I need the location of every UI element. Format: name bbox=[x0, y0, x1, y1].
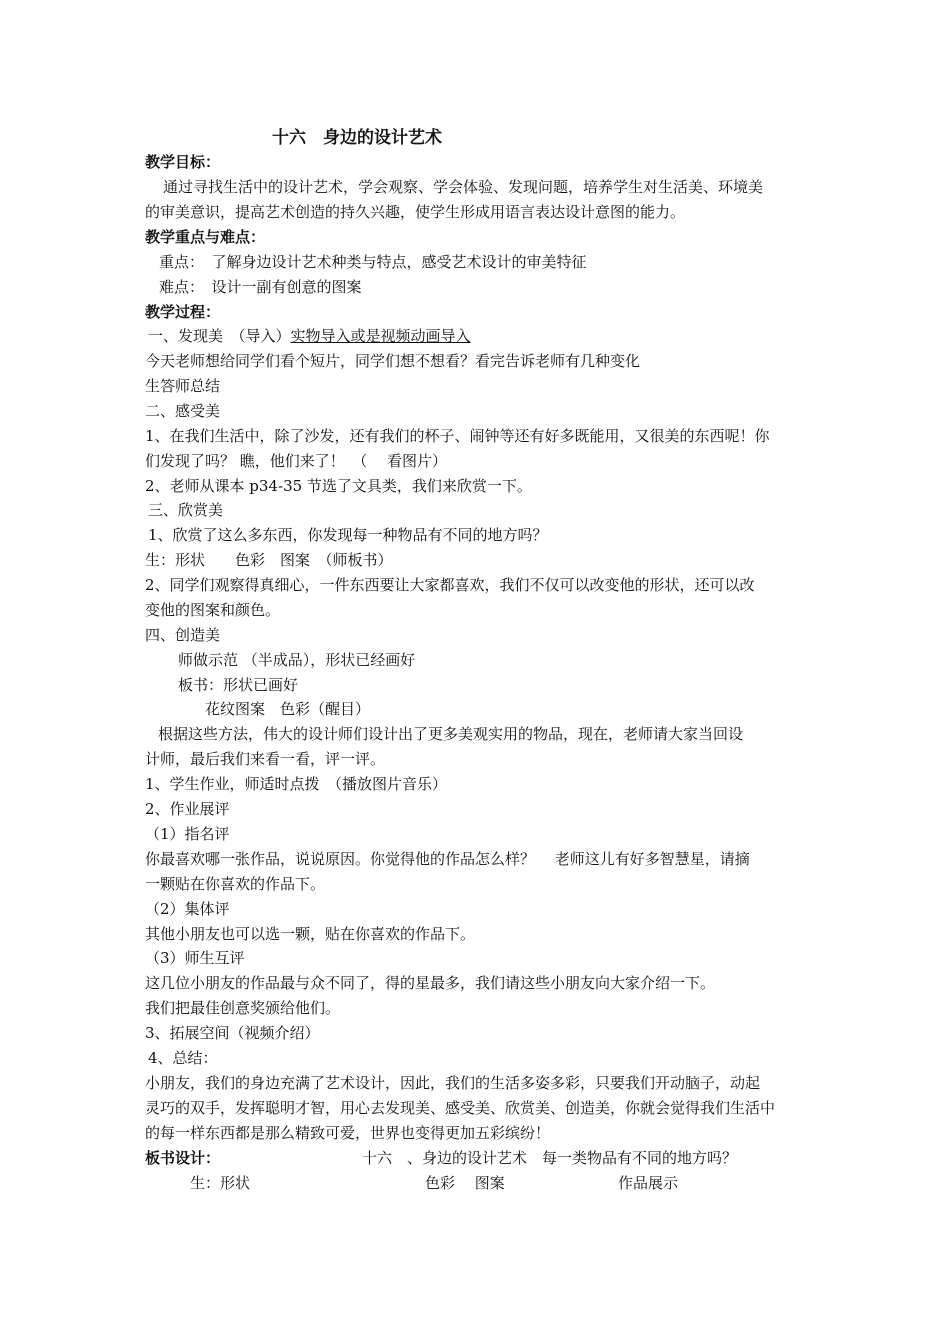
paragraph-line: 1、欣赏了这么多东西，你发现每一种物品有不同的地方吗？ bbox=[148, 526, 548, 544]
paragraph-line: 其他小朋友也可以选一颗，贴在你喜欢的作品下。 bbox=[145, 925, 476, 943]
paragraph-line: 板书：形状已画好 bbox=[178, 676, 299, 694]
paragraph-line: 的每一样东西都是那么精致可爱，世界也变得更加五彩缤纷！ bbox=[145, 1124, 551, 1142]
paragraph-line: 这几位小朋友的作品最与众不同了，得的星最多，我们请这些小朋友向大家介绍一下。 bbox=[145, 974, 716, 992]
board-title: 十六 、身边的设计艺术 每一类物品有不同的地方吗？ bbox=[362, 1149, 738, 1167]
paragraph-line: 变他的图案和颜色。 bbox=[145, 601, 281, 619]
process-heading: 教学过程： bbox=[145, 303, 221, 321]
board-show: 作品展示 bbox=[618, 1174, 679, 1192]
paragraph-line: （3）师生互评 bbox=[145, 949, 245, 967]
paragraph-line: 花纹图案 色彩（醒目） bbox=[205, 700, 371, 718]
paragraph-line: 4、总结： bbox=[148, 1049, 218, 1067]
board-color-pattern: 色彩 图案 bbox=[425, 1174, 505, 1192]
paragraph-line: 1、在我们生活中，除了沙发，还有我们的杯子、闹钟等还有好多既能用，又很美的东西呢！你 bbox=[145, 427, 770, 445]
goal-text-line: 通过寻找生活中的设计艺术，学会观察、学会体验、发现问题，培养学生对生活美、环境美 bbox=[163, 178, 764, 196]
key-heading: 教学重点与难点： bbox=[145, 228, 266, 246]
section-4-heading: 四、创造美 bbox=[145, 626, 221, 644]
section-3-heading: 三、欣赏美 bbox=[148, 501, 224, 519]
paragraph-line: 生答师总结 bbox=[145, 377, 221, 395]
paragraph-line: 2、作业展评 bbox=[145, 800, 230, 818]
paragraph-line: 生：形状 色彩 图案 （师板书） bbox=[145, 551, 393, 569]
section-1-heading bbox=[148, 324, 471, 348]
goal-heading: 教学目标： bbox=[145, 153, 221, 171]
paragraph-line: 根据这些方法，伟大的设计师们设计出了更多美观实用的物品，现在，老师请大家当回设 bbox=[158, 725, 744, 743]
paragraph-line: 今天老师想给同学们看个短片，同学们想不想看？看完告诉老师有几种变化 bbox=[145, 352, 641, 370]
section-1-prefix: 一、发现美 （导入） bbox=[148, 327, 291, 345]
paragraph-line: 我们把最佳创意奖颁给他们。 bbox=[145, 999, 341, 1017]
section-2-heading: 二、感受美 bbox=[145, 402, 221, 420]
paragraph-line: 你最喜欢哪一张作品，说说原因。你觉得他的作品怎么样？ 老师这儿有好多智慧星，请摘 bbox=[145, 850, 750, 868]
board-heading: 板书设计： bbox=[145, 1149, 221, 1167]
paragraph-line: 3、拓展空间（视频介绍） bbox=[145, 1024, 320, 1042]
paragraph-line: 师做示范 （半成品），形状已经画好 bbox=[178, 651, 416, 669]
key-point: 重点： 了解身边设计艺术种类与特点，感受艺术设计的审美特征 bbox=[159, 253, 587, 271]
goal-text-line: 的审美意识，提高艺术创造的持久兴趣，使学生形成用语言表达设计意图的能力。 bbox=[145, 203, 686, 221]
paragraph-line: 2、老师从课本 p34-35 节选了文具类，我们来欣赏一下。 bbox=[145, 477, 532, 495]
paragraph-line: 一颗贴在你喜欢的作品下。 bbox=[145, 875, 326, 893]
difficult-point: 难点： 设计一副有创意的图案 bbox=[159, 278, 362, 296]
section-1-link: 实物导入或是视频动画导入 bbox=[290, 327, 471, 345]
paragraph-line: 灵巧的双手，发挥聪明才智，用心去发现美、感受美、欣赏美、创造美，你就会觉得我们生活中 bbox=[145, 1099, 776, 1117]
paragraph-line: （1）指名评 bbox=[145, 825, 230, 843]
paragraph-line: 们发现了吗？ 瞧，他们来了！ （ 看图片） bbox=[145, 452, 448, 470]
paragraph-line: 2、同学们观察得真细心，一件东西要让大家都喜欢，我们不仅可以改变他的形状，还可以改 bbox=[145, 576, 755, 594]
document-title: 十六 身边的设计艺术 bbox=[272, 128, 442, 148]
paragraph-line: 1、学生作业，师适时点拨 （播放图片音乐） bbox=[145, 775, 448, 793]
board-shape: 生：形状 bbox=[190, 1174, 251, 1192]
paragraph-line: 计师，最后我们来看一看，评一评。 bbox=[145, 750, 386, 768]
paragraph-line: （2）集体评 bbox=[145, 900, 230, 918]
paragraph-line: 小朋友，我们的身边充满了艺术设计，因此，我们的生活多姿多彩，只要我们开动脑子，动起 bbox=[145, 1074, 761, 1092]
